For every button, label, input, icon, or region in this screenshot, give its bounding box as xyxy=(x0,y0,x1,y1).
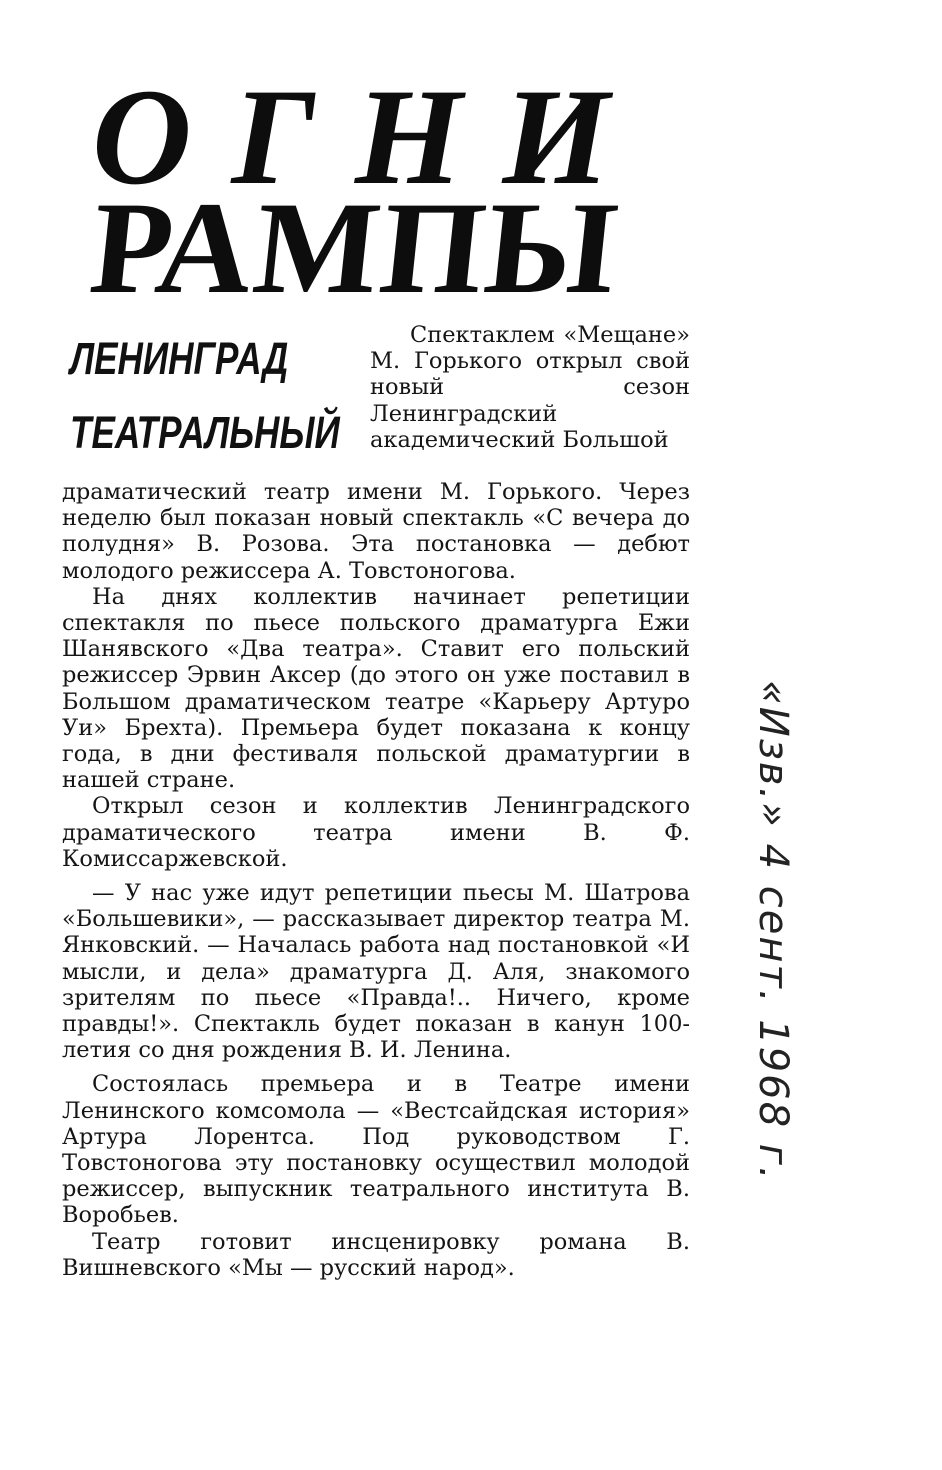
handwritten-margin-note: «Изв.» 4 сент. 1968 г. xyxy=(750,680,796,1182)
article-paragraph: — У нас уже идут репетиции пьесы М. Шатрова «Большевики», — рассказывает директор театра М. Янковский. — Началась работа над постановкой «И мысли, и дела» драматурга Д. Аля, знакомого зрителям по пьесе «Правда!.. Ничего, кроме правды!». Спектакль будет показан в канун 100-летия со дня рождения В. И. Ленина. xyxy=(62,880,690,1064)
section-heading-line-2: ТЕАТРАЛЬНЫЙ xyxy=(70,407,340,458)
section-heading xyxy=(70,322,340,470)
article-paragraph: Открыл сезон и коллектив Ленинградского драматического театра имени В. Ф. Комиссаржевской. xyxy=(62,793,690,872)
article-lead-continued: драматический театр имени М. Горького. Через неделю был показан новый спектакль «С вечера до полудня» В. Розова. Эта постановка — дебют молодого режиссера А. Товстоногова. xyxy=(62,479,690,584)
article-paragraph: Состоялась премьера и в Театре имени Ленинского комсомола — «Вестсайдская история» Артура Лорентса. Под руководством Г. Товстоногова эту постановку осуществил молодой режиссер, выпускник театрального института В. Воробьев. xyxy=(62,1071,690,1229)
article-paragraph: Театр готовит инсценировку романа В. Вишневского «Мы — русский народ». xyxy=(62,1228,690,1281)
article-lead: Спектаклем «Мещане» М. Горького открыл свой новый сезон Ленинградский академический Большой xyxy=(370,322,690,453)
article-paragraph: На днях коллектив начинает репетиции спектакля по пьесе польского драматурга Ежи Шанявского «Два театра». Ставит его польский режиссер Эрвин Аксер (до этого он уже поставил в Большом драматическом театре «Карьеру Артуро Уи» Брехта). Премьера будет показана к концу года, в дни фестиваля польской драматургии в нашей стране. xyxy=(62,583,690,794)
headline-line-2: РАМПЫ xyxy=(84,174,626,321)
article-body xyxy=(62,479,690,1281)
headline-line-1: ОГНИ xyxy=(92,60,650,213)
section-heading-line-1: ЛЕНИНГРАД xyxy=(70,333,289,384)
